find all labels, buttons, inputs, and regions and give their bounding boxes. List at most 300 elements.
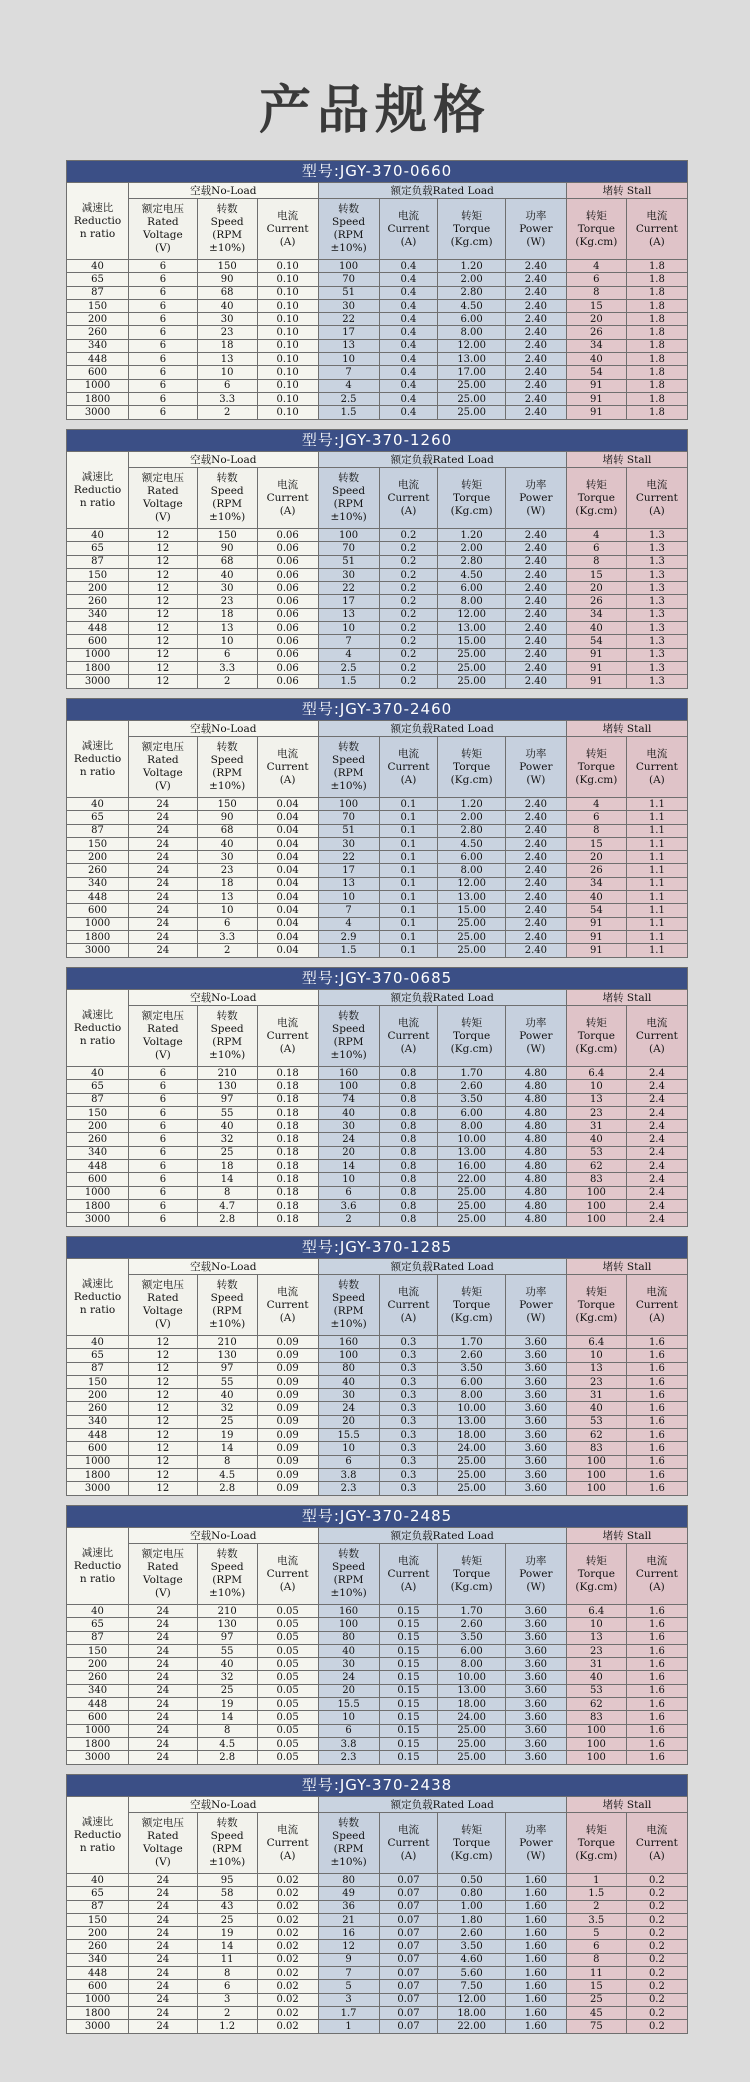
ratio-cell: 150 <box>67 1644 129 1657</box>
voltage-cell: 24 <box>129 1967 198 1980</box>
noload-speed-header: 转数 Speed (RPM ±10%) <box>197 468 257 529</box>
noload-current-cell: 0.06 <box>257 568 318 581</box>
rated-current-cell: 0.8 <box>379 1160 438 1173</box>
power-cell: 1.60 <box>505 1980 566 1993</box>
noload-speed-header: 转数 Speed (RPM ±10%) <box>197 1813 257 1874</box>
rated-torque-cell: 3.50 <box>438 1362 506 1375</box>
rated-current-cell: 0.4 <box>379 273 438 286</box>
noload-speed-cell: 2 <box>197 406 257 419</box>
rated-speed-cell: 3.6 <box>318 1199 379 1212</box>
noload-speed-cell: 25 <box>197 1415 257 1428</box>
rated-current-cell: 0.1 <box>379 917 438 930</box>
ratio-cell: 87 <box>67 1362 129 1375</box>
ratio-cell: 40 <box>67 260 129 273</box>
ratio-cell: 3000 <box>67 2020 129 2033</box>
noload-current-cell: 0.10 <box>257 273 318 286</box>
stall-current-cell: 2.4 <box>626 1146 687 1159</box>
rated-torque-cell: 12.00 <box>438 877 506 890</box>
voltage-cell: 24 <box>129 904 198 917</box>
rated-torque-cell: 18.00 <box>438 1698 506 1711</box>
rated-torque-cell: 13.00 <box>438 353 506 366</box>
rated-speed-cell: 1.7 <box>318 2006 379 2019</box>
stall-current-cell: 1.8 <box>626 339 687 352</box>
stall-current-cell: 2.4 <box>626 1199 687 1212</box>
noload-current-cell: 0.05 <box>257 1751 318 1764</box>
rated-speed-cell: 70 <box>318 273 379 286</box>
stall-torque-header: 转矩 Torque (Kg.cm) <box>566 1813 626 1874</box>
rated-speed-header: 转数 Speed (RPM ±10%) <box>318 1813 379 1874</box>
stall-current-cell: 1.6 <box>626 1724 687 1737</box>
voltage-cell: 12 <box>129 1442 198 1455</box>
stall-torque-cell: 4 <box>566 260 626 273</box>
rated-speed-cell: 30 <box>318 1389 379 1402</box>
table-row <box>67 1698 688 1711</box>
stall-current-cell: 0.2 <box>626 1874 687 1887</box>
power-cell: 3.60 <box>505 1468 566 1481</box>
voltage-cell: 6 <box>129 392 198 405</box>
noload-speed-cell: 4.7 <box>197 1199 257 1212</box>
stall-current-cell: 0.2 <box>626 1953 687 1966</box>
ratio-header: 减速比 Reductio n ratio <box>67 1797 129 1874</box>
power-cell: 4.80 <box>505 1213 566 1226</box>
rated-voltage-header: 额定电压 Rated Voltage (V) <box>129 468 198 529</box>
rated-current-cell: 0.07 <box>379 1927 438 1940</box>
voltage-cell: 24 <box>129 1940 198 1953</box>
rated-torque-cell: 2.60 <box>438 1349 506 1362</box>
noload-speed-cell: 23 <box>197 326 257 339</box>
noload-current-cell: 0.05 <box>257 1658 318 1671</box>
stall-torque-cell: 10 <box>566 1618 626 1631</box>
rated-torque-cell: 25.00 <box>438 661 506 674</box>
noload-speed-cell: 30 <box>197 851 257 864</box>
noload-speed-cell: 6 <box>197 379 257 392</box>
rated-torque-cell: 2.60 <box>438 1927 506 1940</box>
stall-current-cell: 1.6 <box>626 1468 687 1481</box>
rated-current-cell: 0.07 <box>379 1913 438 1926</box>
stall-current-cell: 0.2 <box>626 1967 687 1980</box>
noload-current-cell: 0.06 <box>257 555 318 568</box>
rated-speed-cell: 51 <box>318 555 379 568</box>
rated-torque-cell: 6.00 <box>438 851 506 864</box>
table-row <box>67 1913 688 1926</box>
power-cell: 2.40 <box>505 622 566 635</box>
power-cell: 2.40 <box>505 661 566 674</box>
table-row <box>67 568 688 581</box>
rated-torque-cell: 17.00 <box>438 366 506 379</box>
rated-speed-cell: 160 <box>318 1605 379 1618</box>
rated-group-header: 额定负载Rated Load <box>318 183 566 199</box>
voltage-cell: 12 <box>129 1402 198 1415</box>
voltage-cell: 24 <box>129 1671 198 1684</box>
stall-torque-cell: 4 <box>566 529 626 542</box>
noload-speed-header: 转数 Speed (RPM ±10%) <box>197 737 257 798</box>
rated-torque-cell: 25.00 <box>438 944 506 957</box>
noload-current-cell: 0.18 <box>257 1133 318 1146</box>
model-block <box>66 1236 688 1505</box>
rated-voltage-header: 额定电压 Rated Voltage (V) <box>129 1544 198 1605</box>
power-cell: 2.40 <box>505 904 566 917</box>
table-row <box>67 1067 688 1080</box>
stall-torque-cell: 3.5 <box>566 1913 626 1926</box>
rated-speed-cell: 15.5 <box>318 1429 379 1442</box>
stall-torque-cell: 8 <box>566 286 626 299</box>
stall-current-cell: 1.1 <box>626 904 687 917</box>
voltage-cell: 6 <box>129 1186 198 1199</box>
rated-speed-cell: 6 <box>318 1186 379 1199</box>
rated-speed-cell: 40 <box>318 1106 379 1119</box>
table-row <box>67 1402 688 1415</box>
rated-speed-cell: 30 <box>318 1120 379 1133</box>
stall-current-cell: 1.8 <box>626 406 687 419</box>
noload-current-cell: 0.02 <box>257 1887 318 1900</box>
ratio-cell: 600 <box>67 1980 129 1993</box>
stall-torque-cell: 5 <box>566 1927 626 1940</box>
noload-speed-cell: 4.5 <box>197 1737 257 1750</box>
ratio-cell: 448 <box>67 1160 129 1173</box>
noload-current-cell: 0.04 <box>257 824 318 837</box>
stall-current-cell: 1.3 <box>626 595 687 608</box>
voltage-cell: 6 <box>129 379 198 392</box>
stall-current-cell: 1.8 <box>626 326 687 339</box>
stall-current-cell: 2.4 <box>626 1133 687 1146</box>
rated-speed-cell: 4 <box>318 648 379 661</box>
noload-current-cell: 0.09 <box>257 1455 318 1468</box>
voltage-cell: 24 <box>129 864 198 877</box>
voltage-cell: 12 <box>129 675 198 688</box>
noload-speed-cell: 14 <box>197 1940 257 1953</box>
power-cell: 2.40 <box>505 877 566 890</box>
stall-torque-cell: 25 <box>566 1993 626 2006</box>
voltage-cell: 6 <box>129 1106 198 1119</box>
table-row <box>67 944 688 957</box>
power-cell: 2.40 <box>505 339 566 352</box>
model-title: 型号:JGY-370-0660 <box>67 161 688 183</box>
stall-torque-cell: 31 <box>566 1120 626 1133</box>
stall-current-cell: 1.6 <box>626 1482 687 1495</box>
ratio-cell: 340 <box>67 339 129 352</box>
rated-current-cell: 0.15 <box>379 1711 438 1724</box>
rated-group-header: 额定负载Rated Load <box>318 1528 566 1544</box>
noload-speed-header: 转数 Speed (RPM ±10%) <box>197 199 257 260</box>
stall-current-cell: 2.4 <box>626 1160 687 1173</box>
voltage-cell: 6 <box>129 299 198 312</box>
rated-current-cell: 0.8 <box>379 1067 438 1080</box>
table-row <box>67 1080 688 1093</box>
noload-current-cell: 0.18 <box>257 1067 318 1080</box>
power-cell: 3.60 <box>505 1711 566 1724</box>
rated-speed-cell: 100 <box>318 1080 379 1093</box>
table-row <box>67 1993 688 2006</box>
rated-speed-cell: 49 <box>318 1887 379 1900</box>
ratio-cell: 3000 <box>67 406 129 419</box>
noload-current-cell: 0.04 <box>257 798 318 811</box>
stall-current-cell: 1.1 <box>626 864 687 877</box>
rated-current-cell: 0.1 <box>379 877 438 890</box>
table-row <box>67 1927 688 1940</box>
voltage-cell: 6 <box>129 286 198 299</box>
spec-table <box>66 1774 688 2034</box>
stall-torque-cell: 6.4 <box>566 1067 626 1080</box>
rated-current-header: 电流 Current (A) <box>379 1275 438 1336</box>
rated-current-cell: 0.3 <box>379 1415 438 1428</box>
stall-group-header: 堵转 Stall <box>566 1259 687 1275</box>
rated-speed-cell: 10 <box>318 353 379 366</box>
rated-torque-cell: 25.00 <box>438 1468 506 1481</box>
voltage-cell: 6 <box>129 1067 198 1080</box>
table-row <box>67 675 688 688</box>
stall-current-cell: 1.6 <box>626 1375 687 1388</box>
power-cell: 3.60 <box>505 1605 566 1618</box>
table-row <box>67 529 688 542</box>
ratio-cell: 448 <box>67 1429 129 1442</box>
spec-table <box>66 429 688 689</box>
rated-current-cell: 0.15 <box>379 1631 438 1644</box>
voltage-cell: 6 <box>129 1160 198 1173</box>
model-block <box>66 160 688 429</box>
noload-current-cell: 0.04 <box>257 917 318 930</box>
rated-current-cell: 0.15 <box>379 1605 438 1618</box>
voltage-cell: 12 <box>129 595 198 608</box>
voltage-cell: 6 <box>129 273 198 286</box>
rated-current-cell: 0.2 <box>379 635 438 648</box>
noload-current-cell: 0.06 <box>257 529 318 542</box>
noload-current-cell: 0.02 <box>257 1980 318 1993</box>
noload-speed-cell: 23 <box>197 595 257 608</box>
voltage-cell: 6 <box>129 313 198 326</box>
rated-current-cell: 0.4 <box>379 392 438 405</box>
voltage-cell: 12 <box>129 1429 198 1442</box>
rated-current-cell: 0.07 <box>379 1874 438 1887</box>
noload-current-header: 电流 Current (A) <box>257 1813 318 1874</box>
power-header: 功率 Power (W) <box>505 1275 566 1336</box>
ratio-cell: 448 <box>67 353 129 366</box>
table-row <box>67 392 688 405</box>
rated-speed-cell: 100 <box>318 1349 379 1362</box>
stall-current-cell: 1.6 <box>626 1442 687 1455</box>
stall-group-header: 堵转 Stall <box>566 1797 687 1813</box>
noload-current-cell: 0.04 <box>257 811 318 824</box>
ratio-cell: 1800 <box>67 392 129 405</box>
noload-speed-cell: 25 <box>197 1913 257 1926</box>
voltage-cell: 6 <box>129 339 198 352</box>
noload-speed-cell: 2.8 <box>197 1751 257 1764</box>
table-row <box>67 917 688 930</box>
noload-current-cell: 0.05 <box>257 1684 318 1697</box>
rated-current-cell: 0.8 <box>379 1106 438 1119</box>
stall-current-cell: 1.3 <box>626 542 687 555</box>
table-row <box>67 837 688 850</box>
stall-torque-header: 转矩 Torque (Kg.cm) <box>566 1275 626 1336</box>
stall-torque-cell: 53 <box>566 1146 626 1159</box>
stall-torque-header: 转矩 Torque (Kg.cm) <box>566 737 626 798</box>
voltage-cell: 6 <box>129 366 198 379</box>
table-row <box>67 635 688 648</box>
ratio-cell: 1800 <box>67 930 129 943</box>
noload-current-cell: 0.18 <box>257 1160 318 1173</box>
stall-torque-cell: 34 <box>566 877 626 890</box>
power-cell: 3.60 <box>505 1644 566 1657</box>
rated-torque-cell: 2.60 <box>438 1618 506 1631</box>
noload-speed-cell: 90 <box>197 273 257 286</box>
noload-current-cell: 0.02 <box>257 2006 318 2019</box>
noload-current-cell: 0.09 <box>257 1349 318 1362</box>
noload-speed-cell: 10 <box>197 366 257 379</box>
power-cell: 2.40 <box>505 406 566 419</box>
noload-current-header: 电流 Current (A) <box>257 468 318 529</box>
voltage-cell: 24 <box>129 1605 198 1618</box>
rated-speed-cell: 22 <box>318 582 379 595</box>
stall-current-cell: 1.6 <box>626 1429 687 1442</box>
rated-torque-cell: 4.50 <box>438 299 506 312</box>
stall-current-cell: 1.6 <box>626 1644 687 1657</box>
rated-speed-cell: 13 <box>318 608 379 621</box>
ratio-cell: 1000 <box>67 1455 129 1468</box>
rated-torque-cell: 1.00 <box>438 1900 506 1913</box>
noload-speed-cell: 3.3 <box>197 661 257 674</box>
rated-current-cell: 0.15 <box>379 1724 438 1737</box>
power-cell: 1.60 <box>505 2020 566 2033</box>
stall-current-cell: 0.2 <box>626 2006 687 2019</box>
voltage-cell: 12 <box>129 1389 198 1402</box>
voltage-cell: 24 <box>129 2006 198 2019</box>
ratio-cell: 40 <box>67 1067 129 1080</box>
noload-speed-header: 转数 Speed (RPM ±10%) <box>197 1006 257 1067</box>
stall-torque-cell: 75 <box>566 2020 626 2033</box>
noload-speed-cell: 43 <box>197 1900 257 1913</box>
voltage-cell: 24 <box>129 1724 198 1737</box>
noload-speed-cell: 6 <box>197 917 257 930</box>
rated-current-cell: 0.15 <box>379 1658 438 1671</box>
voltage-cell: 12 <box>129 555 198 568</box>
stall-current-cell: 1.6 <box>626 1618 687 1631</box>
ratio-cell: 600 <box>67 366 129 379</box>
voltage-cell: 12 <box>129 1455 198 1468</box>
noload-current-cell: 0.09 <box>257 1468 318 1481</box>
noload-speed-cell: 32 <box>197 1402 257 1415</box>
voltage-cell: 24 <box>129 944 198 957</box>
ratio-cell: 1000 <box>67 1724 129 1737</box>
ratio-cell: 600 <box>67 1442 129 1455</box>
ratio-cell: 340 <box>67 1146 129 1159</box>
noload-speed-cell: 150 <box>197 260 257 273</box>
stall-torque-cell: 20 <box>566 582 626 595</box>
power-cell: 4.80 <box>505 1186 566 1199</box>
stall-current-cell: 2.4 <box>626 1106 687 1119</box>
power-cell: 2.40 <box>505 864 566 877</box>
noload-current-cell: 0.02 <box>257 1900 318 1913</box>
power-cell: 1.60 <box>505 1927 566 1940</box>
rated-group-header: 额定负载Rated Load <box>318 452 566 468</box>
rated-torque-cell: 8.00 <box>438 864 506 877</box>
rated-current-cell: 0.07 <box>379 1953 438 1966</box>
noload-speed-cell: 13 <box>197 622 257 635</box>
rated-current-cell: 0.1 <box>379 891 438 904</box>
rated-speed-cell: 4 <box>318 379 379 392</box>
rated-torque-cell: 8.00 <box>438 595 506 608</box>
voltage-cell: 24 <box>129 798 198 811</box>
rated-current-cell: 0.2 <box>379 529 438 542</box>
rated-speed-cell: 6 <box>318 1724 379 1737</box>
power-cell: 2.40 <box>505 366 566 379</box>
rated-torque-cell: 13.00 <box>438 891 506 904</box>
stall-torque-cell: 54 <box>566 635 626 648</box>
ratio-cell: 200 <box>67 851 129 864</box>
voltage-cell: 12 <box>129 542 198 555</box>
voltage-cell: 12 <box>129 582 198 595</box>
power-cell: 3.60 <box>505 1751 566 1764</box>
power-cell: 2.40 <box>505 837 566 850</box>
ratio-cell: 1000 <box>67 917 129 930</box>
rated-torque-cell: 24.00 <box>438 1711 506 1724</box>
noload-speed-cell: 8 <box>197 1186 257 1199</box>
rated-torque-cell: 7.50 <box>438 1980 506 1993</box>
rated-torque-cell: 25.00 <box>438 392 506 405</box>
voltage-cell: 12 <box>129 1349 198 1362</box>
rated-current-cell: 0.2 <box>379 675 438 688</box>
rated-speed-cell: 30 <box>318 299 379 312</box>
power-cell: 4.80 <box>505 1146 566 1159</box>
noload-current-cell: 0.09 <box>257 1429 318 1442</box>
table-row <box>67 1605 688 1618</box>
stall-torque-cell: 53 <box>566 1684 626 1697</box>
table-row <box>67 1429 688 1442</box>
voltage-cell: 6 <box>129 353 198 366</box>
voltage-cell: 24 <box>129 1887 198 1900</box>
stall-current-cell: 1.6 <box>626 1455 687 1468</box>
power-cell: 3.60 <box>505 1349 566 1362</box>
voltage-cell: 6 <box>129 1120 198 1133</box>
stall-torque-cell: 6 <box>566 1940 626 1953</box>
stall-current-cell: 1.8 <box>626 286 687 299</box>
rated-torque-cell: 6.00 <box>438 1375 506 1388</box>
ratio-cell: 87 <box>67 1093 129 1106</box>
ratio-cell: 200 <box>67 1927 129 1940</box>
ratio-cell: 65 <box>67 273 129 286</box>
stall-torque-cell: 100 <box>566 1186 626 1199</box>
noload-group-header: 空载No-Load <box>129 183 319 199</box>
noload-speed-header: 转数 Speed (RPM ±10%) <box>197 1544 257 1605</box>
rated-torque-cell: 2.80 <box>438 824 506 837</box>
noload-current-cell: 0.06 <box>257 635 318 648</box>
power-cell: 4.80 <box>505 1173 566 1186</box>
table-row <box>67 1455 688 1468</box>
noload-current-cell: 0.04 <box>257 930 318 943</box>
stall-current-header: 电流 Current (A) <box>626 1006 687 1067</box>
power-cell: 1.60 <box>505 2006 566 2019</box>
rated-current-cell: 0.07 <box>379 2006 438 2019</box>
table-row <box>67 1967 688 1980</box>
stall-current-cell: 1.8 <box>626 299 687 312</box>
voltage-cell: 12 <box>129 608 198 621</box>
ratio-cell: 87 <box>67 1631 129 1644</box>
ratio-cell: 200 <box>67 1120 129 1133</box>
rated-current-cell: 0.07 <box>379 1900 438 1913</box>
noload-group-header: 空载No-Load <box>129 1528 319 1544</box>
noload-current-cell: 0.09 <box>257 1375 318 1388</box>
noload-current-cell: 0.04 <box>257 851 318 864</box>
stall-group-header: 堵转 Stall <box>566 183 687 199</box>
power-cell: 2.40 <box>505 930 566 943</box>
rated-torque-cell: 10.00 <box>438 1402 506 1415</box>
power-cell: 2.40 <box>505 529 566 542</box>
table-row <box>67 313 688 326</box>
rated-speed-cell: 20 <box>318 1146 379 1159</box>
stall-torque-cell: 26 <box>566 864 626 877</box>
stall-torque-cell: 62 <box>566 1429 626 1442</box>
noload-current-header: 电流 Current (A) <box>257 1544 318 1605</box>
voltage-cell: 6 <box>129 1133 198 1146</box>
spec-table <box>66 1505 688 1765</box>
